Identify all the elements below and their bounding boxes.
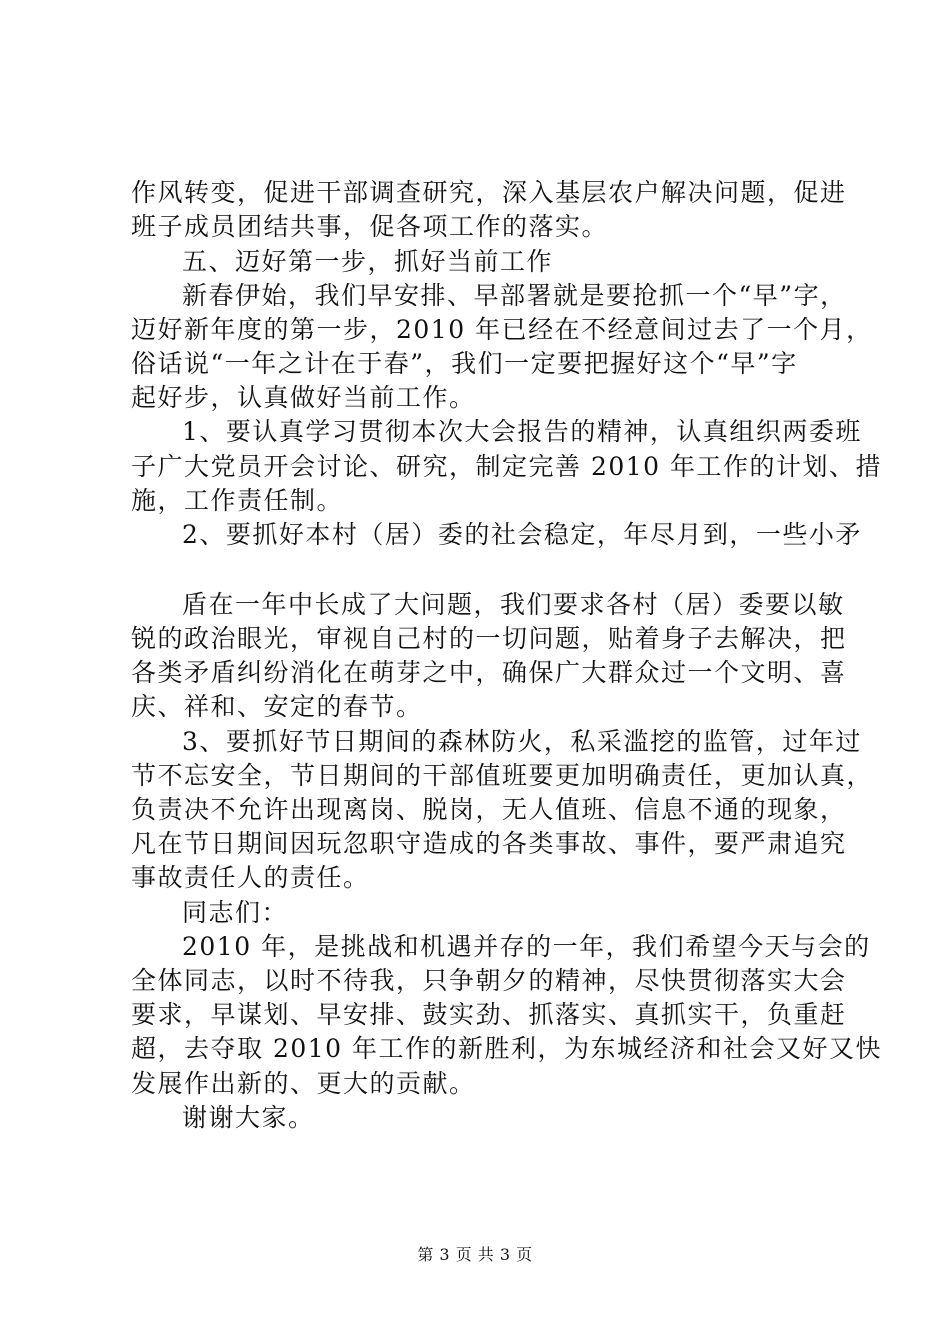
body-text-line: 俗话说“一年之计在于春”，我们一定要把握好这个“早”字	[131, 349, 798, 378]
body-text-line: 作风转变，促进干部调查研究，深入基层农户解决问题，促进	[131, 178, 847, 207]
body-text-line: 节不忘安全，节日期间的干部值班要更加明确责任，更加认真，	[131, 761, 874, 790]
list-item-1: 1、要认真学习贯彻本次大会报告的精神，认真组织两委班	[182, 417, 862, 446]
body-text-line: 班子成员团结共事，促各项工作的落实。	[131, 212, 609, 241]
body-text-line: 2010 年，是挑战和机遇并存的一年，我们希望今天与会的	[182, 932, 871, 961]
body-text-line: 发展作出新的、更大的贡献。	[131, 1069, 476, 1098]
body-text-line: 迈好新年度的第一步，2010 年已经在不经意间过去了一个月，	[131, 315, 873, 344]
body-text-line: 庆、祥和、安定的春节。	[131, 692, 423, 721]
list-item-3: 3、要抓好节日期间的森林防火，私采滥挖的监管，过年过	[182, 727, 862, 756]
page-number-footer: 第 3 页 共 3 页	[417, 1245, 533, 1264]
body-text-line: 各类矛盾纠纷消化在萌芽之中，确保广大群众过一个文明、喜	[131, 658, 847, 687]
section-heading: 五、迈好第一步，抓好当前工作	[182, 247, 554, 276]
body-text-line: 凡在节日期间因玩忽职守造成的各类事故、事件，要严肃追究	[131, 829, 847, 858]
body-text-line: 全体同志，以时不待我，只争朝夕的精神，尽快贯彻落实大会	[131, 966, 847, 995]
body-text-line: 施，工作责任制。	[131, 486, 344, 515]
body-text-line: 起好步，认真做好当前工作。	[131, 383, 476, 412]
body-text-line: 超，去夺取 2010 年工作的新胜利，为东城经济和社会又好又快	[131, 1034, 883, 1063]
salutation: 同志们：	[182, 898, 289, 927]
body-text-line: 负责决不允许出现离岗、脱岗，无人值班、信息不通的现象，	[131, 795, 847, 824]
body-text-line: 新春伊始，我们早安排、早部署就是要抢抓一个“早”字，	[182, 281, 847, 310]
body-text-line: 事故责任人的责任。	[131, 863, 370, 892]
body-text-line: 要求，早谋划、早安排、鼓实劲、抓落实、真抓实干，负重赶	[131, 1000, 847, 1029]
closing-line: 谢谢大家。	[182, 1103, 315, 1132]
body-text-line: 盾在一年中长成了大问题，我们要求各村（居）委要以敏	[182, 590, 845, 619]
list-item-2: 2、要抓好本村（居）委的社会稳定，年尽月到，一些小矛	[182, 520, 862, 549]
body-text-line: 子广大党员开会讨论、研究，制定完善 2010 年工作的计划、措	[131, 452, 883, 481]
body-text-line: 锐的政治眼光，审视自己村的一切问题，贴着身子去解决，把	[131, 624, 847, 653]
